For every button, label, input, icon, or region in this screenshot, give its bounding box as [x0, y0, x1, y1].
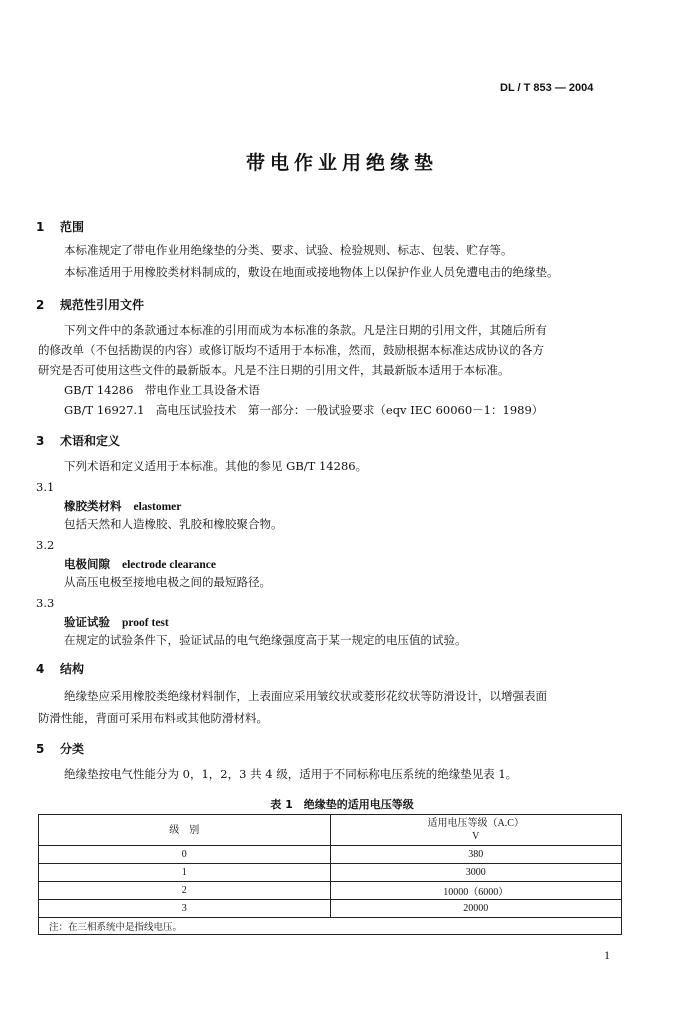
references-paragraph-line-3: 研究是否可使用这些文件的最新版本。凡是不注日期的引用文件，其最新版本适用于本标准。 — [38, 363, 510, 377]
section-heading-classification — [36, 740, 84, 757]
cell-voltage: 10000（6000） — [330, 882, 622, 900]
section-title: 结构 — [60, 662, 85, 676]
section-heading-structure — [36, 660, 84, 677]
section-title: 范围 — [60, 220, 85, 234]
cell-voltage: 3000 — [330, 864, 622, 882]
section-number: 2 — [36, 298, 45, 312]
table-row — [39, 882, 622, 900]
classification-paragraph: 绝缘垫按电气性能分为 0，1，2，3 共 4 级，适用于不同标称电压系统的绝缘垫见表 1。 — [64, 767, 518, 781]
section-title: 术语和定义 — [60, 434, 121, 448]
term-electrode-clearance — [64, 556, 216, 572]
term-en: electrode clearance — [122, 559, 216, 571]
references-paragraph-line-1: 下列文件中的条款通过本标准的引用而成为本标准的条款。凡是注日期的引用文件，其随后所有 — [64, 323, 547, 337]
table-header-voltage-unit: V — [472, 831, 480, 842]
term-cn: 电极间隙 — [64, 557, 110, 571]
table-row — [39, 864, 622, 882]
section-number: 4 — [36, 662, 45, 676]
section-title: 分类 — [60, 742, 85, 756]
table-header-voltage — [330, 815, 622, 846]
cell-level: 2 — [39, 882, 331, 900]
cell-voltage: 20000 — [330, 900, 622, 918]
section-number: 1 — [36, 220, 45, 234]
term-definition: 从高压电极至接地电极之间的最短路径。 — [64, 575, 271, 589]
page-number: 1 — [604, 948, 610, 962]
table-header-voltage-label: 适用电压等级（A.C） — [427, 818, 524, 829]
cell-level: 1 — [39, 864, 331, 882]
cell-voltage: 380 — [330, 846, 622, 864]
table-note-row — [39, 918, 622, 935]
voltage-level-table — [38, 814, 622, 935]
reference-item: GB/T 16927.1 高电压试验技术 第一部分：一般试验要求（eqv IEC 60060－1：1989） — [64, 403, 544, 417]
structure-paragraph-line-2: 防滑性能，背面可采用布料或其他防滑材料。 — [38, 711, 268, 725]
term-number: 3.3 — [36, 596, 55, 610]
table-header-level: 级 别 — [39, 815, 331, 846]
section-number: 3 — [36, 434, 45, 448]
term-cn: 验证试验 — [64, 615, 110, 629]
term-cn: 橡胶类材料 — [64, 499, 122, 513]
term-elastomer — [64, 498, 181, 514]
cell-level: 0 — [39, 846, 331, 864]
scope-paragraph-2: 本标准适用于用橡胶类材料制成的，敷设在地面或接地物体上以保护作业人员免遭电击的绝缘垫。 — [64, 265, 559, 279]
table-row — [39, 900, 622, 918]
term-en: proof test — [122, 617, 169, 629]
table-note: 注：在三相系统中是指线电压。 — [39, 918, 622, 935]
table-row — [39, 846, 622, 864]
structure-paragraph-line-1: 绝缘垫应采用橡胶类绝缘材料制作，上表面应采用皱纹状或菱形花纹状等防滑设计，以增强表面 — [64, 689, 547, 703]
section-heading-terms — [36, 432, 120, 449]
table-header-row — [39, 815, 622, 846]
term-number: 3.2 — [36, 538, 55, 552]
term-definition: 在规定的试验条件下，验证试品的电气绝缘强度高于某一规定的电压值的试验。 — [64, 633, 467, 647]
cell-level: 3 — [39, 900, 331, 918]
scope-paragraph-1: 本标准规定了带电作业用绝缘垫的分类、要求、试验、检验规则、标志、包装、贮存等。 — [64, 243, 513, 257]
term-proof-test — [64, 614, 169, 630]
section-title: 规范性引用文件 — [60, 298, 145, 312]
section-heading-normative-references — [36, 296, 144, 313]
term-definition: 包括天然和人造橡胶、乳胶和橡胶聚合物。 — [64, 517, 283, 531]
term-number: 3.1 — [36, 480, 55, 494]
table-caption: 表 1 绝缘垫的适用电压等级 — [270, 798, 414, 811]
section-number: 5 — [36, 742, 45, 756]
references-paragraph-line-2: 的修改单（不包括勘误的内容）或修订版均不适用于本标准，然而，鼓励根据本标准达成协议的各方 — [38, 343, 544, 357]
reference-item: GB/T 14286 带电作业工具设备术语 — [64, 383, 260, 397]
term-en: elastomer — [133, 501, 182, 513]
section-heading-scope — [36, 218, 84, 235]
terms-intro: 下列术语和定义适用于本标准。其他的参见 GB/T 14286。 — [64, 459, 368, 473]
standard-number: DL / T 853 — 2004 — [500, 82, 594, 94]
document-title: 带电作业用绝缘垫 — [245, 152, 438, 174]
